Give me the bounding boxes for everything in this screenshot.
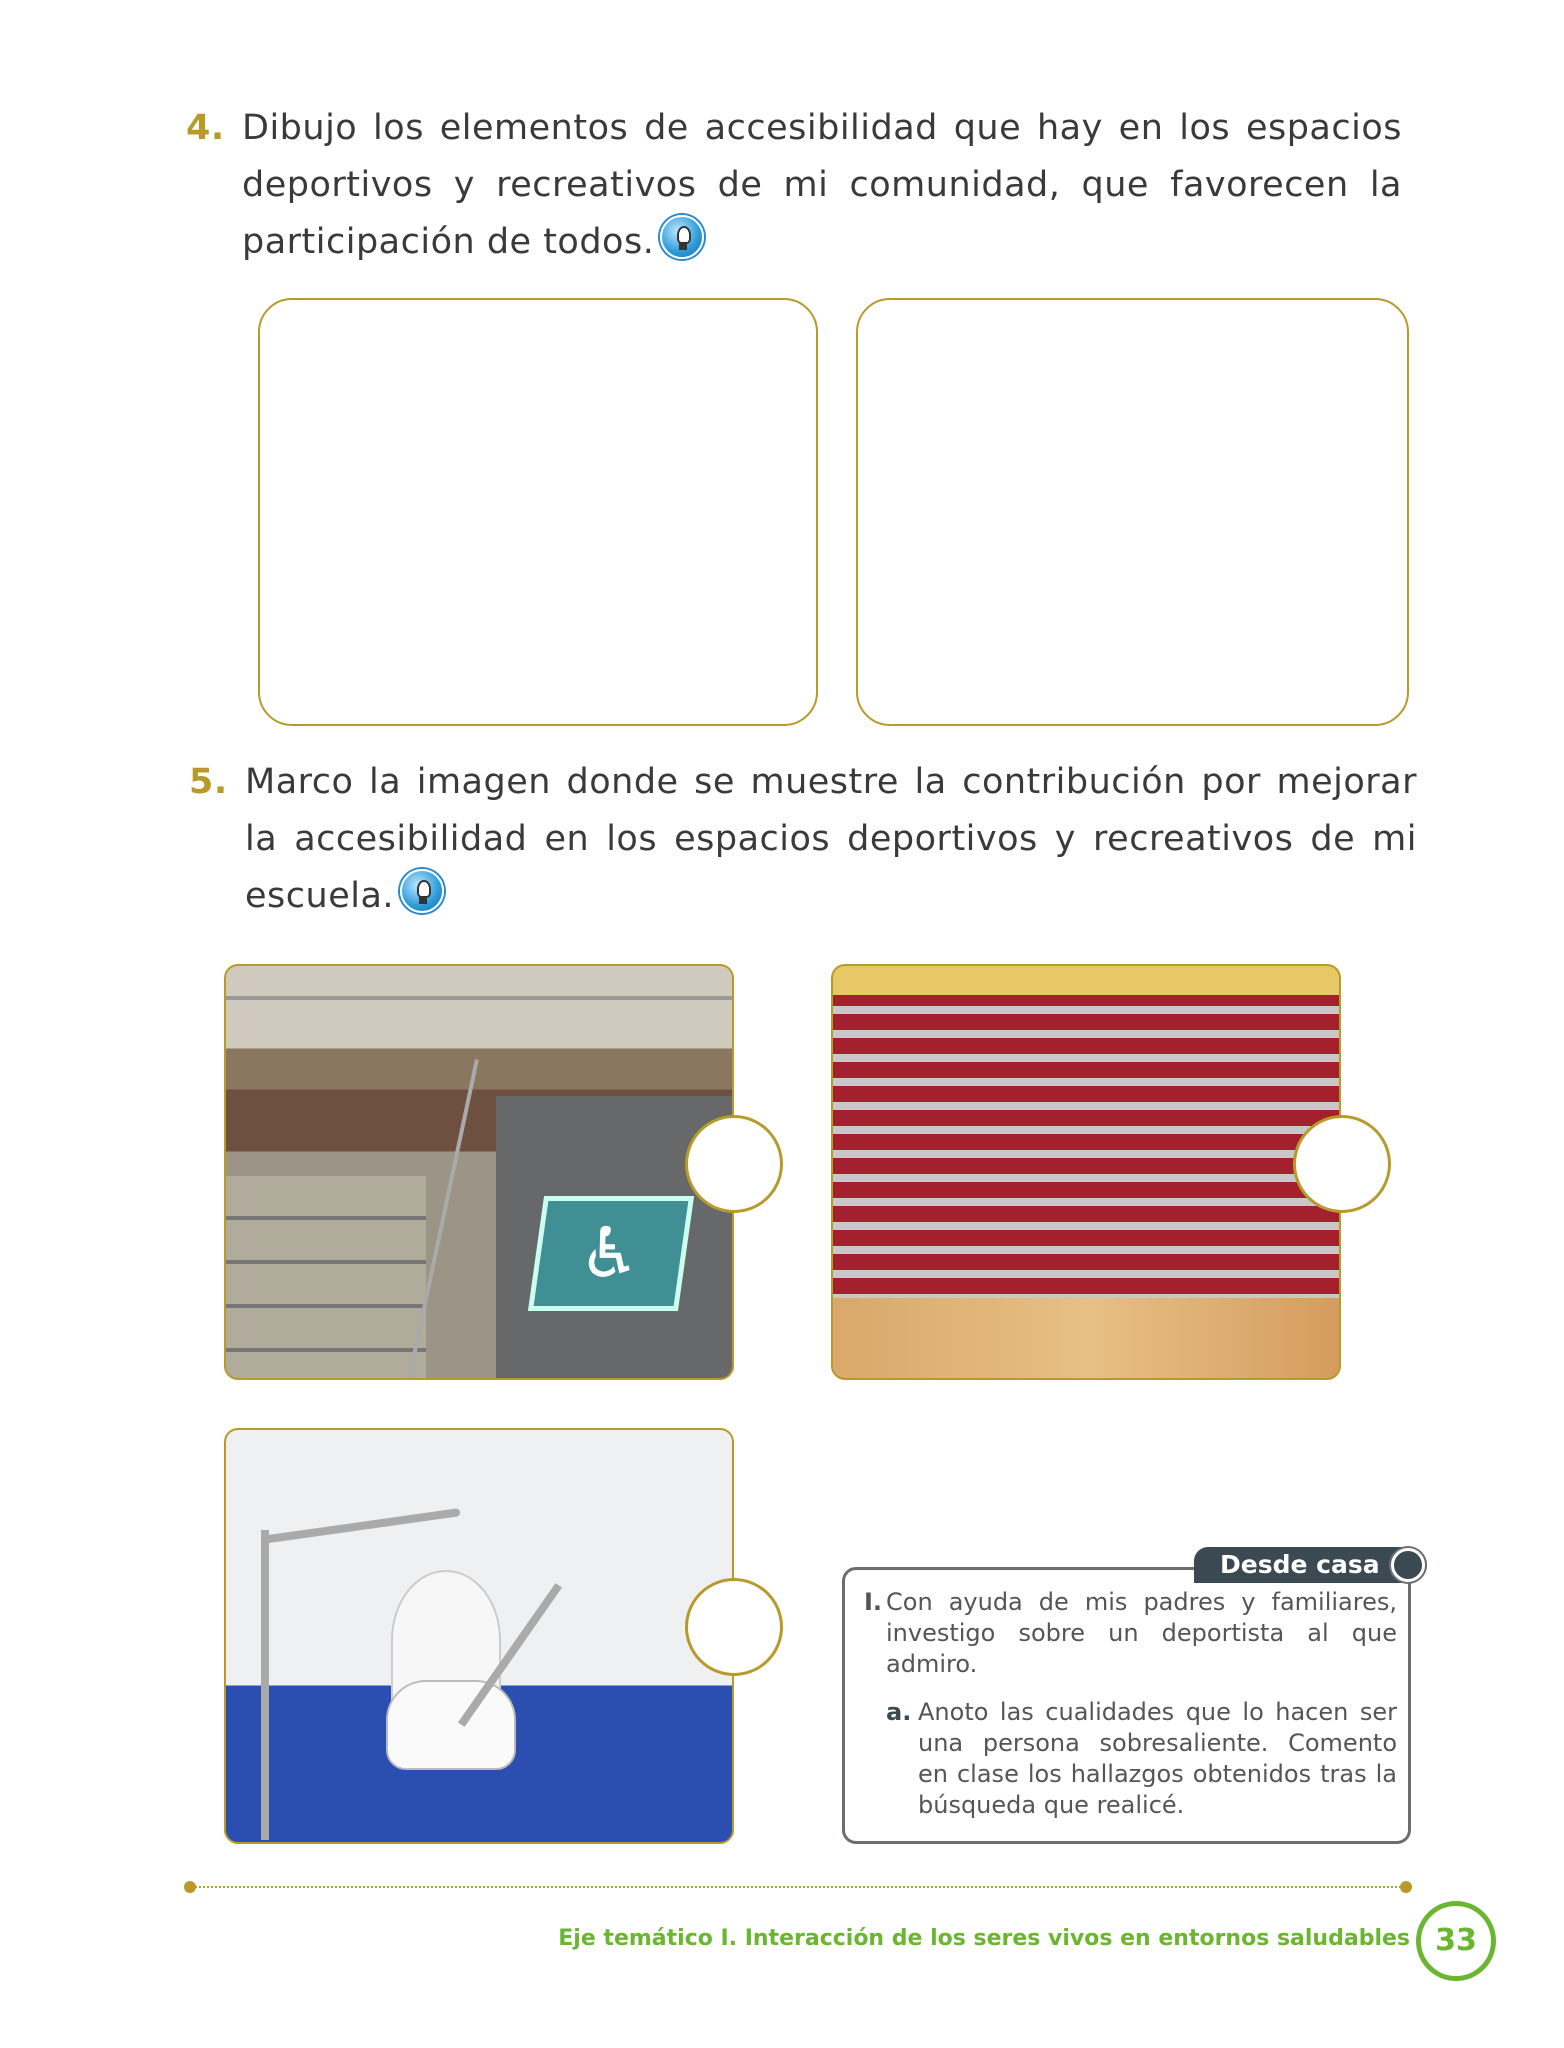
drawing-box-1[interactable] bbox=[258, 298, 818, 726]
divider bbox=[190, 1886, 1405, 1888]
question-text: Marco la imagen donde se muestre la contribución por mejorar la accesibilidad en los espacios deportivos y recreativos de mi escuela. bbox=[245, 762, 1417, 916]
photo-accessible-toilet bbox=[224, 1428, 734, 1844]
item-number: I. bbox=[864, 1588, 883, 1616]
mark-circle-3[interactable] bbox=[685, 1578, 783, 1676]
desde-casa-item-1 bbox=[864, 1587, 1397, 1680]
divider-end bbox=[1400, 1881, 1412, 1893]
photo-ramp-accessible bbox=[224, 964, 734, 1380]
item-text: Anoto las cualidades que lo hacen ser una persona sobresaliente. Comento en clase los hallazgos obtenidos tras la búsqueda que realicé. bbox=[918, 1698, 1397, 1819]
question-number: 5. bbox=[189, 762, 228, 802]
desde-casa-title: Desde casa bbox=[1220, 1550, 1380, 1579]
item-text: Con ayuda de mis padres y familiares, investigo sobre un deportista al que admiro. bbox=[886, 1588, 1397, 1678]
question-number: 4. bbox=[186, 108, 225, 148]
mark-circle-2[interactable] bbox=[1293, 1115, 1391, 1213]
drawing-box-2[interactable] bbox=[856, 298, 1409, 726]
wheelchair-sign: ♿ bbox=[528, 1196, 694, 1311]
page-number: 33 bbox=[1416, 1901, 1496, 1981]
lightbulb-icon bbox=[400, 869, 444, 913]
question-4 bbox=[186, 100, 1402, 271]
circle-icon bbox=[1391, 1548, 1425, 1582]
desde-casa-label bbox=[1194, 1547, 1427, 1583]
question-5 bbox=[189, 754, 1417, 925]
question-text: Dibujo los elementos de accesibilidad que hay en los espacios deportivos y recreativos de mi comunidad, que favorecen la participación de todos. bbox=[242, 108, 1402, 262]
item-label: a. bbox=[886, 1698, 912, 1726]
desde-casa-item-a bbox=[886, 1697, 1397, 1821]
mark-circle-1[interactable] bbox=[685, 1115, 783, 1213]
footer-text: Eje temático I. Interacción de los seres vivos en entornos saludables bbox=[558, 1926, 1410, 1951]
lightbulb-icon bbox=[660, 215, 704, 259]
divider-end bbox=[184, 1881, 196, 1893]
photo-bleachers bbox=[831, 964, 1341, 1380]
